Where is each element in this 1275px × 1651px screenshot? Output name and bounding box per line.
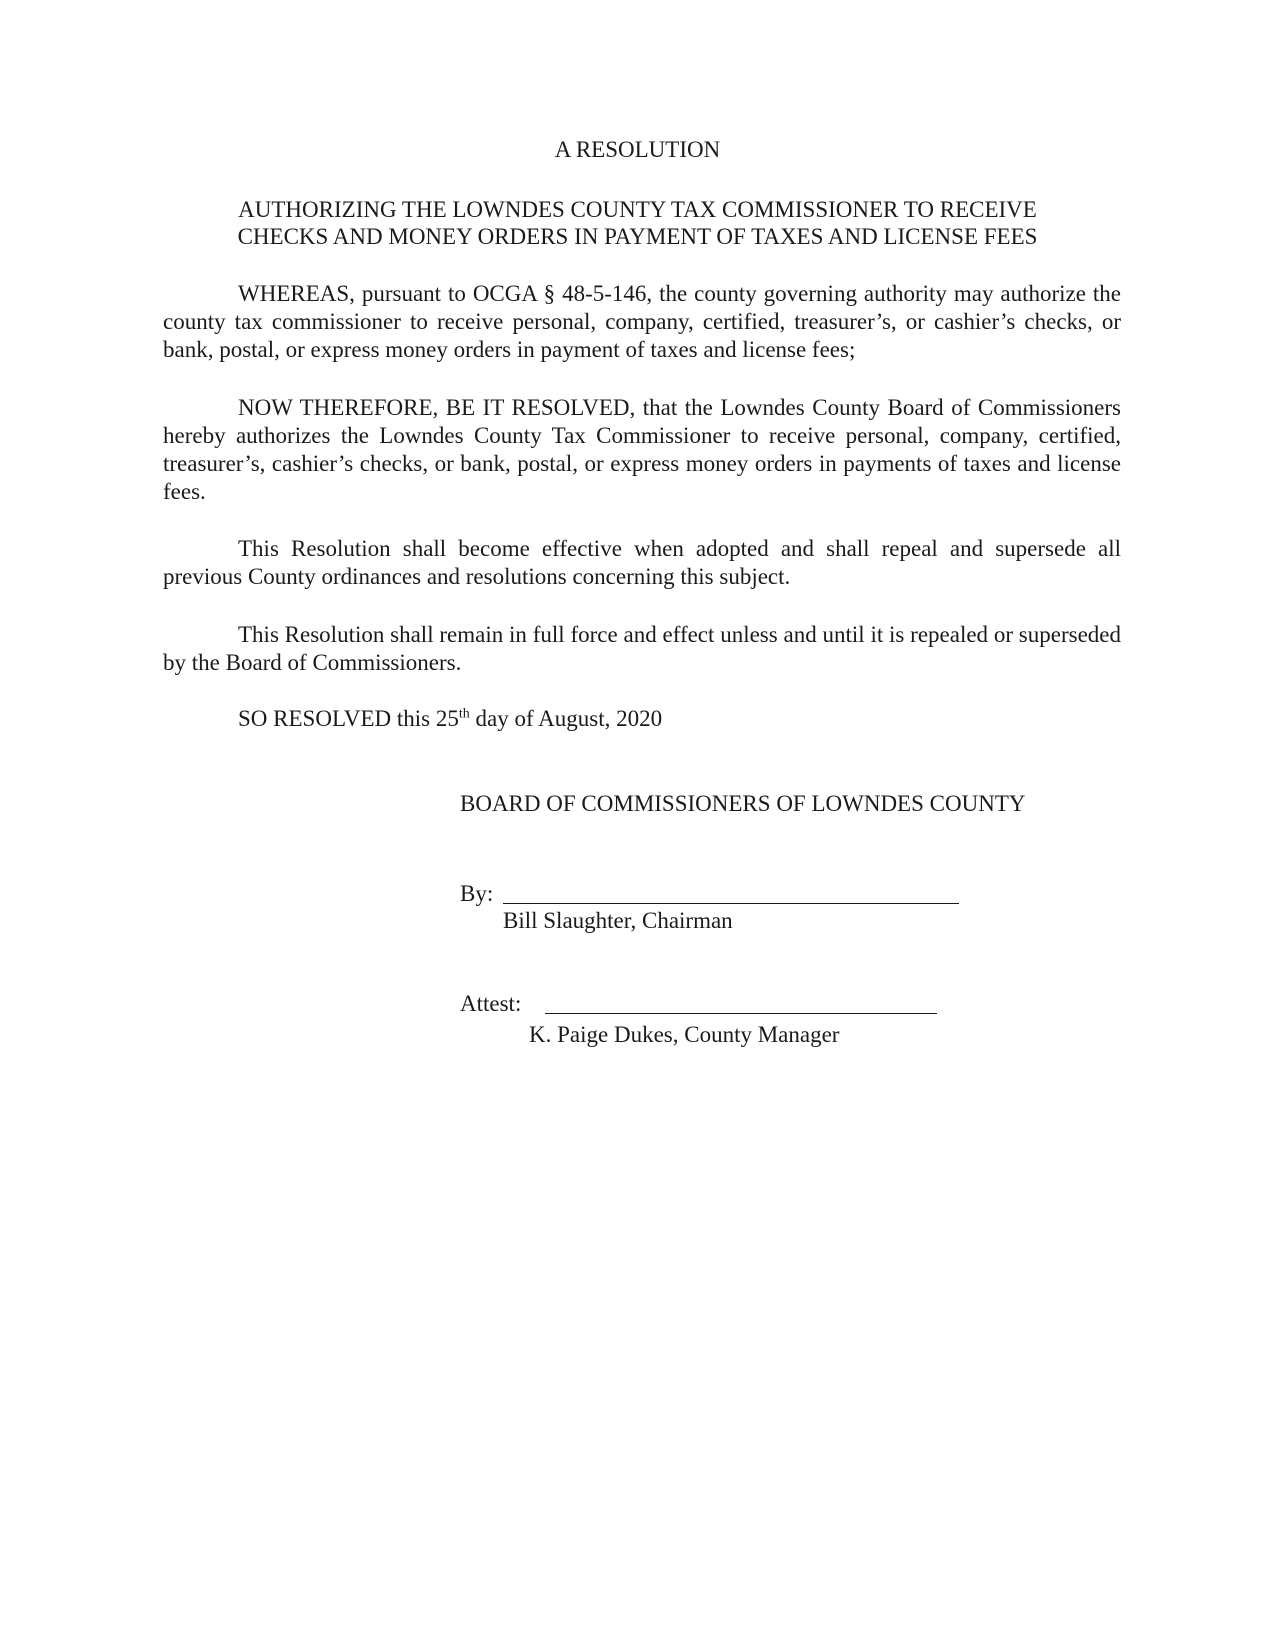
chairman-name: Bill Slaughter, Chairman	[503, 908, 733, 933]
resolved-ordinal-suffix: th	[458, 706, 470, 722]
resolved-suffix: day of August, 2020	[469, 706, 663, 731]
document-subtitle	[0, 196, 1275, 250]
resolved-date-line	[238, 705, 662, 733]
by-label: By:	[460, 881, 494, 906]
effective-paragraph: This Resolution shall become effective when adopted and shall repeal and supersede all previous County ordinances and resolutions concerning this subject.	[163, 536, 1121, 589]
resolved-paragraph: NOW THEREFORE, BE IT RESOLVED, that the Lowndes County Board of Commissioners hereby authorizes the Lowndes County Tax Commissioner to receive personal, company, certified, treasurer’s, cashier’s checks, or bank, postal, or express money orders in payments of taxes and license fees.	[163, 395, 1121, 504]
subtitle-line-1: AUTHORIZING THE LOWNDES COUNTY TAX COMMISSIONER TO RECEIVE	[238, 197, 1037, 222]
chairman-signature-line	[503, 903, 959, 904]
attest-label: Attest:	[460, 991, 522, 1016]
force-paragraph: This Resolution shall remain in full force and effect unless and until it is repealed or superseded by the Board of Commissioners.	[163, 622, 1121, 675]
board-name: BOARD OF COMMISSIONERS OF LOWNDES COUNTY	[460, 791, 1026, 816]
manager-name: K. Paige Dukes, County Manager	[529, 1022, 840, 1047]
resolved-prefix: SO RESOLVED this 25	[238, 706, 459, 731]
manager-signature-line	[545, 1013, 937, 1014]
whereas-paragraph: WHEREAS, pursuant to OCGA § 48-5-146, the county governing authority may authorize the county tax commissioner to receive personal, company, certified, treasurer’s, or cashier’s checks, or bank, postal, or express money orders in payment of taxes and license fees;	[163, 281, 1121, 362]
document-title: A RESOLUTION	[554, 137, 721, 162]
subtitle-line-2: CHECKS AND MONEY ORDERS IN PAYMENT OF TAXES AND LICENSE FEES	[237, 224, 1038, 249]
